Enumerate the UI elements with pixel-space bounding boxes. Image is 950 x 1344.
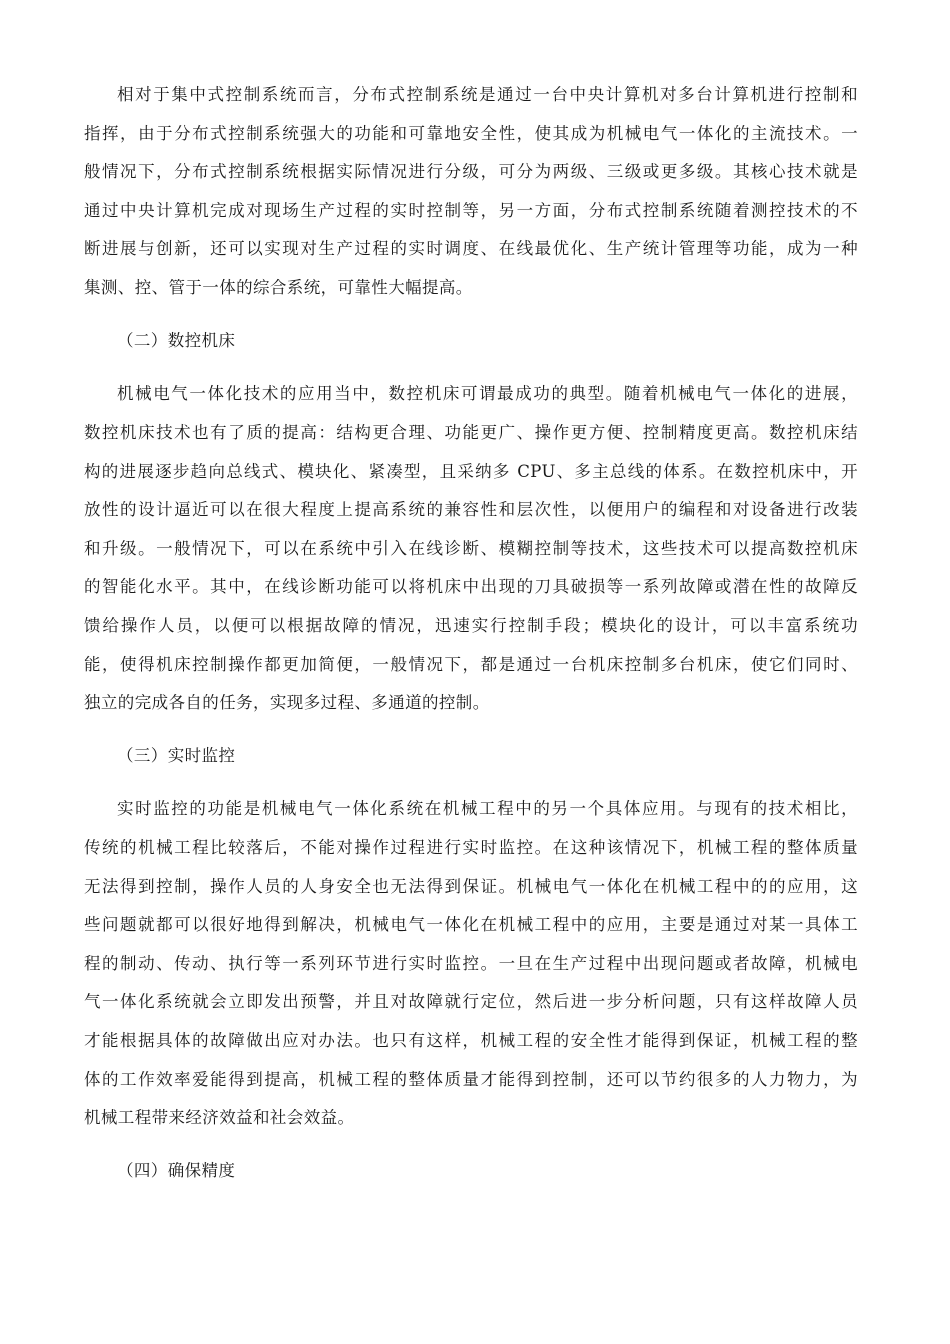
text-line: 通过中央计算机完成对现场生产过程的实时控制等，另一方面，分布式控制系统随着测控技术的不 (84, 200, 858, 220)
text-line: 指挥，由于分布式控制系统强大的功能和可靠地安全性，使其成为机械电气一体化的主流技术。一 (84, 123, 858, 143)
text-line: 无法得到控制，操作人员的人身安全也无法得到保证。机械电气一体化在机械工程中的的应用，这 (84, 876, 858, 896)
text-line: 体的工作效率爱能得到提高，机械工程的整体质量才能得到控制，还可以节约很多的人力物力，为 (84, 1069, 858, 1089)
text-line: 传统的机械工程比较落后，不能对操作过程进行实时监控。在这种该情况下，机械工程的整体质量 (84, 838, 858, 858)
section-heading: （四）确保精度 (117, 1161, 236, 1181)
text-line: 能，使得机床控制操作都更加简便，一般情况下，都是通过一台机床控制多台机床，使它们同时、 (84, 654, 858, 674)
text-line: 机械工程带来经济效益和社会效益。 (84, 1108, 355, 1128)
text-line: 才能根据具体的故障做出应对办法。也只有这样，机械工程的安全性才能得到保证，机械工程的整 (84, 1031, 858, 1051)
text-line: 数控机床技术也有了质的提高：结构更合理、功能更广、操作更方便、控制精度更高。数控机床结 (84, 422, 858, 442)
text-line: 气一体化系统就会立即发出预警，并且对故障就行定位，然后进一步分析问题，只有这样故障人员 (84, 992, 858, 1012)
text-line: 的智能化水平。其中，在线诊断功能可以将机床中出现的刀具破损等一系列故障或潜在性的故障反 (84, 577, 858, 597)
paragraph-cnc-machine (84, 375, 858, 722)
text-line: 馈给操作人员，以便可以根据故障的情况，迅速实行控制手段；模块化的设计，可以丰富系统功 (84, 615, 858, 635)
text-line: 相对于集中式控制系统而言，分布式控制系统是通过一台中央计算机对多台计算机进行控制和 (117, 85, 858, 104)
text-line: 实时监控的功能是机械电气一体化系统在机械工程中的另一个具体应用。与现有的技术相比， (117, 799, 858, 819)
text-line: 般情况下，分布式控制系统根据实际情况进行分级，可分为两级、三级或更多级。其核心技术就是 (84, 162, 858, 182)
text-line: 和升级。一般情况下，可以在系统中引入在线诊断、模糊控制等技术，这些技术可以提高数控机床 (84, 538, 858, 558)
text-line: 放性的设计逼近可以在很大程度上提高系统的兼容性和层次性，以便用户的编程和对设备进行改装 (84, 500, 858, 520)
section-heading: （二）数控机床 (117, 331, 236, 351)
text-line: 程的制动、传动、执行等一系列环节进行实时监控。一旦在生产过程中出现问题或者故障，机械电 (84, 953, 858, 973)
text-line: 断进展与创新，还可以实现对生产过程的实时调度、在线最优化、生产统计管理等功能，成为一种 (84, 239, 858, 259)
paragraph-realtime-monitoring (84, 790, 858, 1137)
text-line: 些问题就都可以很好地得到解决，机械电气一体化在机械工程中的应用，主要是通过对某一具体工 (84, 915, 858, 935)
text-line: 机械电气一体化技术的应用当中，数控机床可谓最成功的典型。随着机械电气一体化的进展， (117, 384, 858, 404)
text-line: 集测、控、管于一体的综合系统，可靠性大幅提高。 (84, 277, 473, 297)
section-heading: （三）实时监控 (117, 746, 236, 766)
text-line: 构的进展逐步趋向总线式、模块化、紧凑型，且采纳多 CPU、多主总线的体系。在数控机床中，开 (84, 461, 858, 481)
text-line: 独立的完成各自的任务，实现多过程、多通道的控制。 (84, 693, 490, 713)
paragraph-distributed-control (84, 76, 858, 308)
